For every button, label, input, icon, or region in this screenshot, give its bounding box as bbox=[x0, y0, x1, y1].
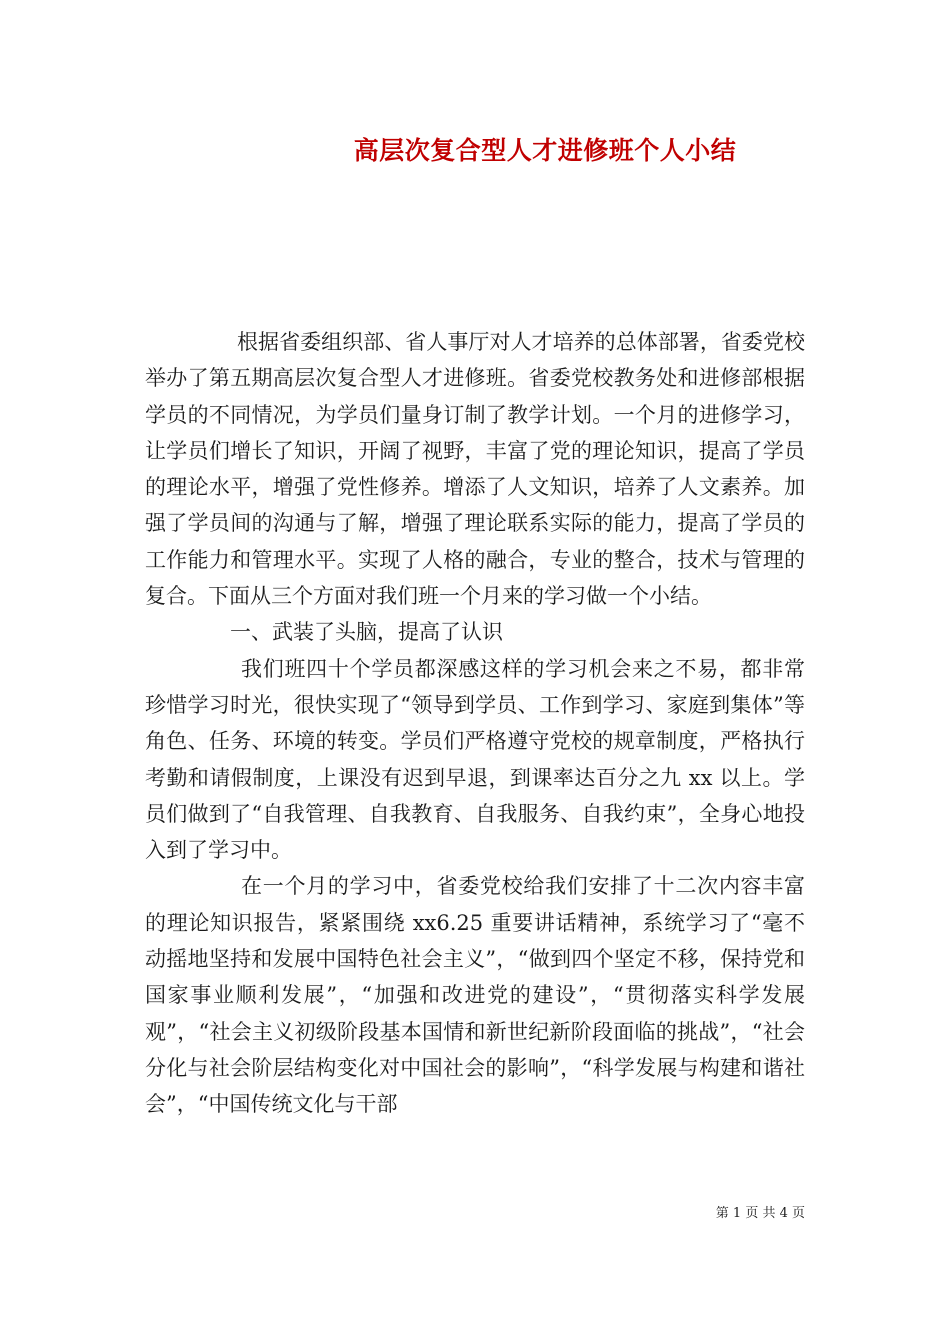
paragraph-intro: 根据省委组织部、省人事厅对人才培养的总体部署，省委党校举办了第五期高层次复合型人才进修班。省委党校教务处和进修部根据学员的不同情况，为学员们量身订制了教学计划。一个月的进修学习，让学员们增长了知识，开阔了视野，丰富了党的理论知识，提高了学员的理论水平，增强了党性修养。增添了人文知识，培养了人文素养。加强了学员间的沟通与了解，增强了理论联系实际的能力，提高了学员的工作能力和管理水平。实现了人格的融合，专业的整合，技术与管理的复合。下面从三个方面对我们班一个月来的学习做一个小结。 bbox=[145, 330, 805, 609]
page-number: 第 1 页 共 4 页 bbox=[715, 1206, 805, 1221]
document-title: 高层次复合型人才进修班个人小结 bbox=[353, 136, 737, 165]
section-heading: 一、武装了头脑，提高了认识 bbox=[230, 620, 503, 645]
paragraph-attendance: 我们班四十个学员都深感这样的学习机会来之不易，都非常珍惜学习时光，很快实现了“领导到学员、工作到学习、家庭到集体”等角色、任务、环境的转变。学员们严格遵守党校的规章制度，严格执行考勤和请假制度，上课没有迟到早退，到课率达百分之九 xx 以上。学员们做到了“自我管理、自我教育、自我服务、自我约束”，全身心地投入到了学习中。 bbox=[145, 656, 805, 863]
paragraph-lectures: 在一个月的学习中，省委党校给我们安排了十二次内容丰富的理论知识报告，紧紧围绕 xx6.25 重要讲话精神，系统学习了“毫不动摇地坚持和发展中国特色社会主义”，“做到四个坚定不移，保持党和国家事业顺利发展”，“加强和改进党的建设”，“贯彻落实科学发展观”，“社会主义初级阶段基本国情和新世纪新阶段面临的挑战”，“社会分化与社会阶层结构变化对中国社会的影响”，“科学发展与构建和谐社会”，“中国传统文化与干部 bbox=[145, 874, 805, 1117]
document-body bbox=[145, 324, 805, 1123]
